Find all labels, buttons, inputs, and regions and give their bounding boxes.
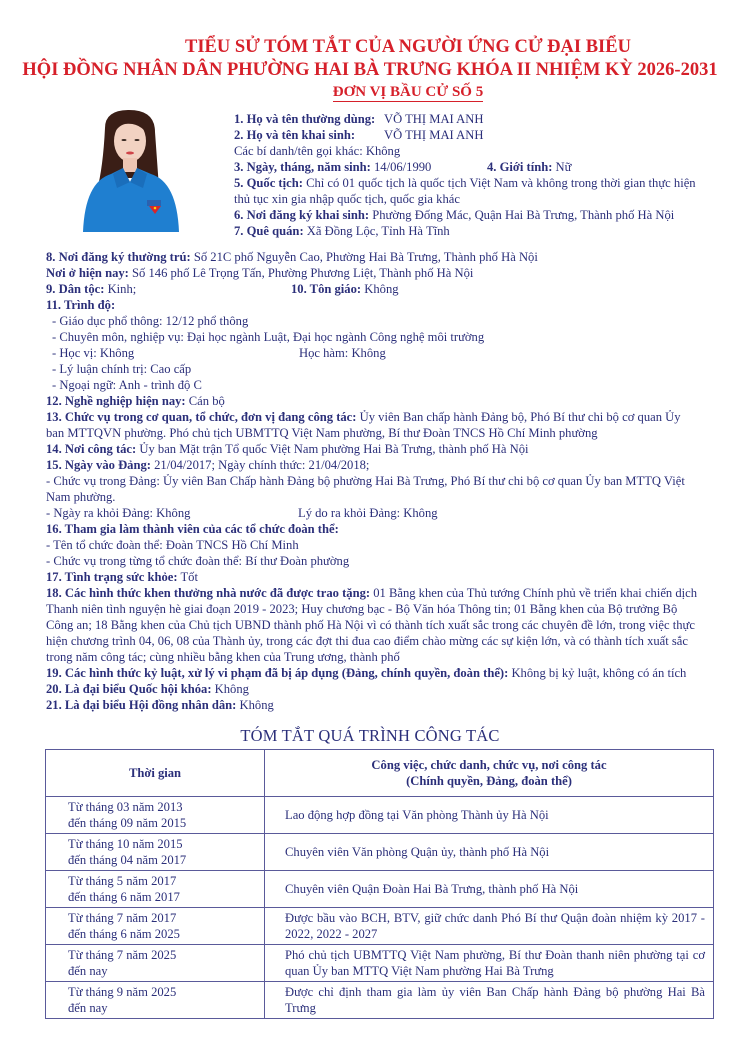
- field-party-leave-date: - Ngày ra khỏi Đảng: Không: [46, 506, 191, 520]
- field-label: 3. Ngày, tháng, năm sinh:: [234, 160, 371, 174]
- field-birthdate: [234, 159, 431, 175]
- field-party-position: - Chức vụ trong Đảng: Ủy viên Ban Chấp hành Đảng bộ phường Hai Bà Trưng, Phó Bí thư chi bộ cơ quan Ủy ban MTTQ Việt: [46, 474, 685, 488]
- field-religion: [291, 281, 399, 297]
- field-label: 8. Nơi đăng ký thường trú:: [46, 250, 191, 264]
- field-ethnicity: [46, 281, 136, 297]
- election-unit: [38, 84, 740, 101]
- cell-description: Được bầu vào BCH, BTV, giữ chức danh Phó Bí thư Quận đoàn nhiệm kỳ 2017 - 2022, 2022 - 2027: [265, 908, 714, 945]
- field-qualifications-heading: [46, 297, 115, 313]
- field-nationality: [234, 175, 696, 191]
- field-value: Tốt: [177, 570, 198, 584]
- time-from: Từ tháng 9 năm 2025: [68, 985, 177, 999]
- table-row: [46, 797, 714, 834]
- field-organizations-heading: [46, 521, 339, 537]
- field-label: 19. Các hình thức kỷ luật, xử lý vi phạm đã bị áp dụng (Đảng, chính quyền, đoàn thể):: [46, 666, 509, 680]
- cell-description: Lao động hợp đồng tại Văn phòng Thành ủy Hà Nội: [265, 797, 714, 834]
- document-title-line1: TIỂU SỬ TÓM TẮT CỦA NGƯỜI ỨNG CỬ ĐẠI BIỂU: [185, 37, 631, 57]
- field-nationality-cont: thủ tục xin gia nhập quốc tịch, quốc gia khác: [234, 192, 460, 206]
- field-value: Không: [361, 282, 399, 296]
- field-awards: [46, 585, 697, 601]
- cell-time: [46, 945, 265, 982]
- field-party-admission: [46, 457, 369, 473]
- time-to: đến tháng 09 năm 2015: [68, 816, 187, 830]
- field-alias: Các bí danh/tên gọi khác: Không: [234, 144, 401, 158]
- time-from: Từ tháng 10 năm 2015: [68, 837, 183, 851]
- time-to: đến tháng 6 năm 2025: [68, 927, 180, 941]
- cell-time: [46, 982, 265, 1019]
- field-value: Ủy ban Mặt trận Tổ quốc Việt Nam phường Hai Bà Trưng, thành phố Hà Nội: [136, 442, 529, 456]
- field-value: Phường Đống Mác, Quận Hai Bà Trưng, Thành phố Hà Nội: [369, 208, 675, 222]
- field-label: 4. Giới tính:: [487, 160, 553, 174]
- field-hometown: [234, 223, 450, 239]
- candidate-photo: [75, 108, 183, 232]
- field-label: 13. Chức vụ trong cơ quan, tổ chức, đơn vị đang công tác:: [46, 410, 357, 424]
- time-to: đến nay: [68, 964, 108, 978]
- work-history-table: [45, 749, 714, 1019]
- field-position: [46, 409, 681, 425]
- field-label: 6. Nơi đăng ký khai sinh:: [234, 208, 370, 222]
- field-occupation: [46, 393, 225, 409]
- table-row: [46, 945, 714, 982]
- document-title-line2: HỘI ĐỒNG NHÂN DÂN PHƯỜNG HAI BÀ TRƯNG KHÓA II NHIỆM KỲ 2026-2031: [22, 60, 718, 80]
- field-value: VÕ THỊ MAI ANH: [384, 112, 484, 126]
- field-party-position-cont: Nam phường.: [46, 490, 116, 504]
- field-label: 5. Quốc tịch:: [234, 176, 303, 190]
- field-national-assembly: [46, 681, 249, 697]
- field-label: 20. Là đại biểu Quốc hội khóa:: [46, 682, 212, 696]
- field-value: Nữ: [552, 160, 572, 174]
- time-from: Từ tháng 5 năm 2017: [68, 874, 177, 888]
- cell-time: [46, 797, 265, 834]
- cell-time: [46, 908, 265, 945]
- field-label: 10. Tôn giáo:: [291, 282, 362, 296]
- table-row: [46, 982, 714, 1019]
- work-history-title: TÓM TẮT QUÁ TRÌNH CÔNG TÁC: [240, 726, 500, 745]
- field-value: Kinh;: [104, 282, 137, 296]
- field-label: Nơi ở hiện nay:: [46, 266, 129, 280]
- election-unit-label: ĐƠN VỊ BẦU CỬ SỐ 5: [332, 84, 484, 100]
- time-to: đến tháng 04 năm 2017: [68, 853, 187, 867]
- field-health: [46, 569, 198, 585]
- field-label: 14. Nơi công tác:: [46, 442, 137, 456]
- field-label: 15. Ngày vào Đảng:: [46, 458, 151, 472]
- field-value: Số 21C phố Nguyễn Cao, Phường Hai Bà Trưng, Thành phố Hà Nội: [190, 250, 538, 264]
- field-label: 18. Các hình thức khen thưởng nhà nước đã được trao tặng:: [46, 586, 371, 600]
- time-from: Từ tháng 7 năm 2017: [68, 911, 177, 925]
- field-label: 7. Quê quán:: [234, 224, 304, 238]
- field-political-theory: - Lý luận chính trị: Cao cấp: [52, 362, 192, 376]
- field-current-residence: [46, 265, 473, 281]
- field-label: 16. Tham gia làm thành viên của các tổ chức đoàn thể:: [46, 522, 339, 536]
- field-value: Cán bộ: [185, 394, 225, 408]
- field-label: 9. Dân tộc:: [46, 282, 105, 296]
- field-foreign-language: - Ngoại ngữ: Anh - trình độ C: [52, 378, 202, 392]
- field-value: Chỉ có 01 quốc tịch là quốc tịch Việt Nam và không trong thời gian thực hiện: [302, 176, 696, 190]
- field-label: 11. Trình độ:: [46, 298, 116, 312]
- field-value: Xã Đồng Lộc, Tỉnh Hà Tĩnh: [303, 224, 450, 238]
- column-header-description: [265, 750, 714, 797]
- field-value: Không: [211, 682, 249, 696]
- field-value: Không bị kỷ luật, không có án tích: [508, 666, 687, 680]
- column-header-desc-line1: Công việc, chức danh, chức vụ, nơi công tác: [371, 758, 607, 772]
- field-organization-name: - Tên tổ chức đoàn thể: Đoàn TNCS Hồ Chí Minh: [46, 538, 299, 552]
- field-party-leave-reason: Lý do ra khỏi Đảng: Không: [298, 506, 438, 520]
- field-position-cont: ban MTTQVN phường. Phó chủ tịch UBMTTQ Việt Nam phường, Bí thư Đoàn TNCS Hồ Chí Minh phường: [46, 426, 598, 440]
- field-value: Ủy viên Ban chấp hành Đảng bộ, Phó Bí thư chi bộ cơ quan Ủy: [356, 410, 681, 424]
- time-to: đến tháng 6 năm 2017: [68, 890, 180, 904]
- field-common-name: [234, 111, 484, 127]
- cell-description: Được chỉ định tham gia làm ủy viên Ban Chấp hành Đảng bộ phường Hai Bà Trưng: [265, 982, 714, 1019]
- field-value: 14/06/1990: [370, 160, 432, 174]
- time-to: đến nay: [68, 1001, 108, 1015]
- field-permanent-residence: [46, 249, 538, 265]
- cell-time: [46, 871, 265, 908]
- field-label: 12. Nghề nghiệp hiện nay:: [46, 394, 186, 408]
- field-awards-line2: Thanh niên tình nguyện hè giai đoạn 2019 - 2023; Huy chương bạc - Bộ Văn hóa Thông tin; 01 Bằng khen của Bộ trưởng Bộ: [46, 602, 678, 616]
- table-row: [46, 871, 714, 908]
- table-row: [46, 834, 714, 871]
- field-workplace: [46, 441, 529, 457]
- cell-time: [46, 834, 265, 871]
- field-specialization: - Chuyên môn, nghiệp vụ: Đại học ngành Luật, Đại học ngành Công nghệ môi trường: [52, 330, 485, 344]
- field-label: 21. Là đại biểu Hội đồng nhân dân:: [46, 698, 237, 712]
- field-peoples-council: [46, 697, 274, 713]
- table-row: [46, 908, 714, 945]
- field-birth-name: [234, 127, 484, 143]
- field-academic-degree: - Học vị: Không: [52, 346, 135, 360]
- time-from: Từ tháng 03 năm 2013: [68, 800, 183, 814]
- field-value: VÕ THỊ MAI ANH: [384, 128, 484, 142]
- field-academic-title: Học hàm: Không: [299, 346, 386, 360]
- field-value: 21/04/2017; Ngày chính thức: 21/04/2018;: [150, 458, 370, 472]
- field-value: Số 146 phố Lê Trọng Tấn, Phường Phương Liệt, Thành phố Hà Nội: [128, 266, 474, 280]
- cell-description: Phó chủ tịch UBMTTQ Việt Nam phường, Bí thư Đoàn thanh niên phường tại cơ quan Ủy ban MTTQ Việt Nam phường Hai Bà Trưng: [265, 945, 714, 982]
- field-discipline: [46, 665, 686, 681]
- field-awards-line3: Công an; 18 Bằng khen của Chủ tịch UBND thành phố Hà Nội vì có thành tích xuất sắc trong các chuyên đề lớn, trong việc thực: [46, 618, 695, 632]
- time-from: Từ tháng 7 năm 2025: [68, 948, 177, 962]
- cell-description: Chuyên viên Văn phòng Quận ủy, thành phố Hà Nội: [265, 834, 714, 871]
- column-header-desc-line2: (Chính quyền, Đảng, đoàn thể): [406, 774, 572, 788]
- field-general-education: - Giáo dục phổ thông: 12/12 phổ thông: [52, 314, 249, 328]
- field-gender: [487, 159, 571, 175]
- field-label: 2. Họ và tên khai sinh:: [234, 128, 356, 142]
- table-header-row: [46, 750, 714, 797]
- field-label: 17. Tình trạng sức khỏe:: [46, 570, 178, 584]
- field-value: Không: [236, 698, 274, 712]
- field-label: 1. Họ và tên thường dùng:: [234, 112, 376, 126]
- column-header-time: Thời gian: [46, 750, 265, 797]
- portrait-image: [75, 108, 183, 232]
- cell-description: Chuyên viên Quận Đoàn Hai Bà Trưng, thành phố Hà Nội: [265, 871, 714, 908]
- field-awards-line4: hiện chương trình 04, 06, 08 của Thành ủy, trong các đợt thi đua cao điểm chào mừng các sự kiện lớn, và có thành tích xuất sắc: [46, 634, 688, 648]
- field-organization-position: - Chức vụ trong từng tổ chức đoàn thể: Bí thư Đoàn phường: [46, 554, 350, 568]
- field-awards-line5: trong năm công tác; cùng nhiều bằng khen của Trung ương, thành phố: [46, 650, 400, 664]
- field-value: 01 Bằng khen của Thủ tướng Chính phủ về triển khai chiến dịch: [370, 586, 698, 600]
- field-birth-registration: [234, 207, 674, 223]
